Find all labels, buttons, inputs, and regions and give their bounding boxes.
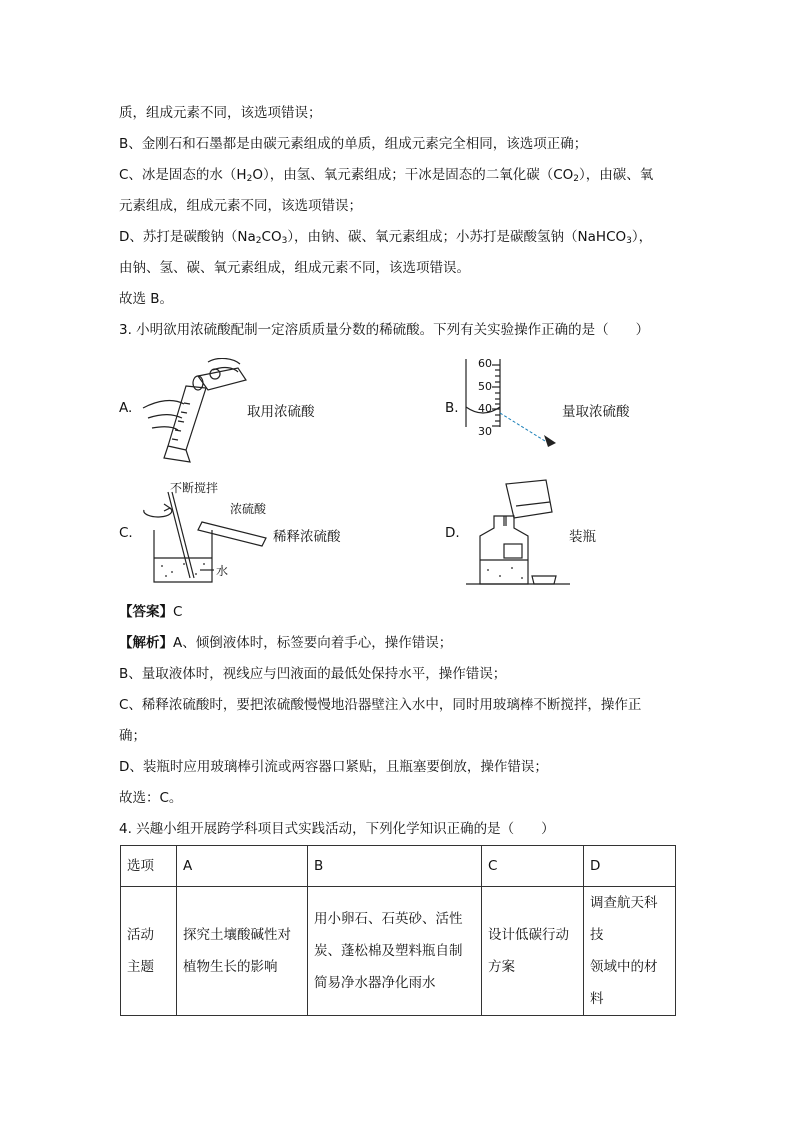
option-d-caption: 装瓶 (569, 529, 596, 545)
cell-line: 方案 (488, 959, 515, 975)
option-b-caption: 量取浓硫酸 (562, 404, 630, 420)
analysis-line (119, 633, 452, 653)
option-a-letter: A. (119, 400, 133, 416)
tick-label: 30 (478, 425, 492, 438)
tick-label: 50 (478, 380, 492, 393)
cell-line: 调查航天科技 (590, 895, 658, 943)
table-header-cell: 选项 (121, 846, 177, 887)
label-stir: 不断搅拌 (170, 481, 219, 495)
option-c-caption: 稀释浓硫酸 (273, 529, 341, 545)
analysis-line: C、稀释浓硫酸时，要把浓硫酸慢慢地沿器壁注入水中，同时用玻璃棒不断搅拌，操作正 (119, 697, 642, 713)
text-line: 故选 B。 (119, 291, 174, 307)
text-span: CO (261, 229, 282, 245)
text-span: C、冰是固态的水（H (119, 167, 247, 183)
subscript: 2 (255, 236, 262, 246)
cell-line: 植物生长的影响 (183, 959, 278, 975)
tick-label: 60 (478, 357, 492, 370)
table-cell (482, 887, 584, 1016)
text-span: ）， (631, 229, 653, 245)
table-header-cell: A (177, 846, 308, 887)
text-line (119, 165, 653, 185)
table-header-cell: B (308, 846, 482, 887)
text-line (119, 227, 652, 247)
cell-line: 主题 (127, 959, 154, 975)
tick-label: 40 (478, 402, 492, 415)
option-b-letter: B. (445, 400, 459, 416)
analysis-text: A、倾倒液体时，标签要向着手心，操作错误； (173, 635, 453, 651)
analysis-line: D、装瓶时应用玻璃棒引流或两容器口紧贴，且瓶塞要倒放，操作错误； (119, 759, 548, 775)
options-table (120, 845, 676, 1016)
table-header-row (121, 846, 676, 887)
cell-line: 简易净水器净化雨水 (314, 975, 436, 991)
table-cell (177, 887, 308, 1016)
subscript: 3 (281, 236, 288, 246)
table-cell (308, 887, 482, 1016)
table-cell (121, 887, 177, 1016)
label-acid: 浓硫酸 (230, 502, 267, 516)
label-water: 水 (216, 564, 229, 578)
subscript: 3 (626, 236, 632, 246)
cell-line: 用小卵石、石英砂、活性 (314, 911, 463, 927)
answer-line (119, 602, 182, 622)
analysis-line: 确； (119, 728, 146, 744)
text-line: 由钠、氢、碳、氧元素组成，组成元素不同，该选项错误。 (119, 260, 470, 276)
table-header-cell: C (482, 846, 584, 887)
table-cell (584, 887, 676, 1016)
option-a-caption: 取用浓硫酸 (247, 404, 315, 420)
text-line: B、金刚石和石墨都是由碳元素组成的单质，组成元素完全相同，该选项正确； (119, 136, 588, 152)
text-span: O），由氢、氧元素组成；干冰是固态的二氧化碳（CO (252, 167, 574, 183)
question-4: 4. 兴趣小组开展跨学科项目式实践活动，下列化学知识正确的是（ ） (119, 821, 555, 837)
cell-line: 活动 (127, 927, 154, 943)
table-header-cell: D (584, 846, 676, 887)
question-3: 3. 小明欲用浓硫酸配制一定溶质质量分数的稀硫酸。下列有关实验操作正确的是（ ） (119, 322, 650, 338)
cell-line: 炭、蓬松棉及塑料瓶自制 (314, 943, 463, 959)
figure-a-pouring (138, 358, 253, 463)
subscript: 2 (246, 174, 253, 184)
analysis-prefix: 【解析】 (119, 635, 173, 651)
option-d-letter: D. (445, 525, 460, 541)
text-line: 质，组成元素不同，该选项错误； (119, 105, 322, 121)
text-span: ），由钠、碳、氧元素组成；小苏打是碳酸氢钠（NaHCO (287, 229, 627, 245)
answer-prefix: 【答案】 (119, 604, 173, 620)
option-c-letter: C. (119, 525, 133, 541)
eye-icon (544, 435, 556, 447)
text-line: 元素组成，组成元素不同，该选项错误； (119, 198, 362, 214)
subscript: 2 (573, 174, 579, 184)
text-span: ），由碳、氧 (578, 167, 654, 183)
table-row (121, 887, 676, 1016)
cell-line: 探究土壤酸碱性对 (183, 927, 291, 943)
analysis-line: 故选：C。 (119, 790, 183, 806)
answer-value: C (173, 604, 183, 620)
cell-line: 领域中的材料 (590, 959, 658, 1007)
figure-b-measuring (460, 355, 570, 460)
text-span: D、苏打是碳酸钠（Na (119, 229, 256, 245)
cell-line: 设计低碳行动 (488, 927, 569, 943)
figure-d-bottling (466, 476, 572, 588)
analysis-line: B、量取液体时，视线应与凹液面的最低处保持水平，操作错误； (119, 666, 507, 682)
